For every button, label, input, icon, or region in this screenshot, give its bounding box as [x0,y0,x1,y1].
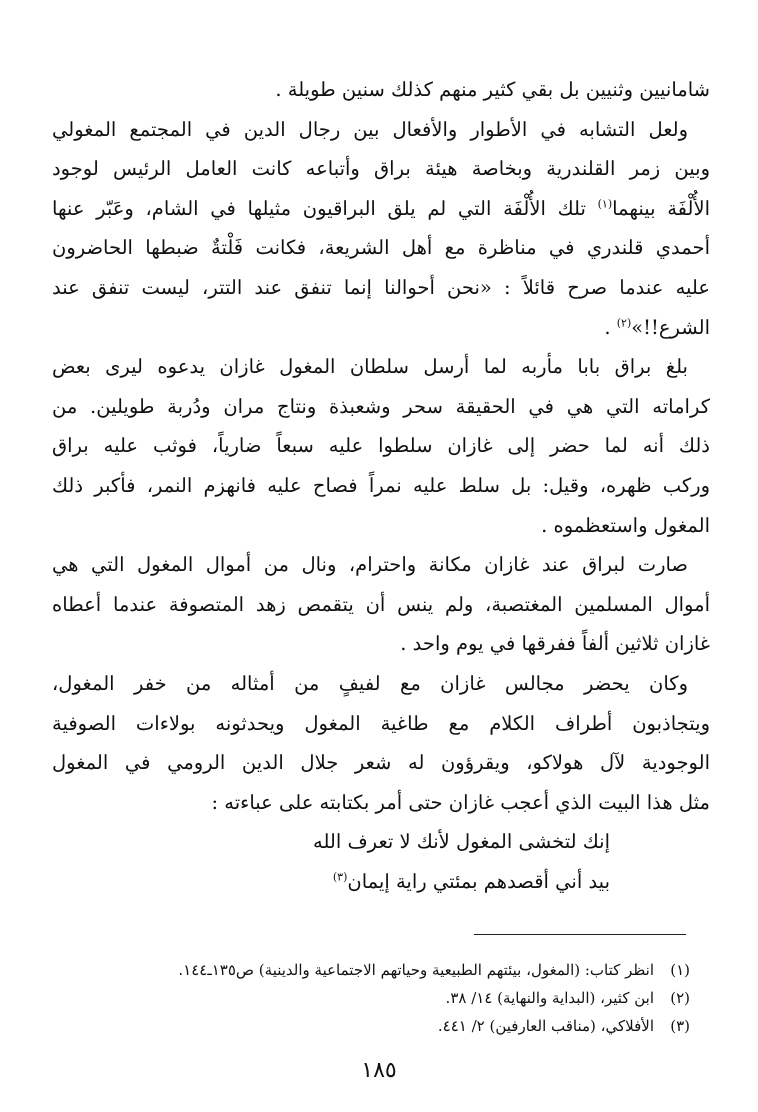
text-line: شامانيين وثنيين بل بقي كثير منهم كذلك سنين طويلة . [275,78,710,101]
text-line: مثل هذا البيت الذي أعجب غازان حتى أمر بكتابته على عباءته : [211,790,710,814]
footnote-number: (٣) [670,1017,690,1035]
text-line: غازان ثلاثين ألفاً ففرقها في يوم واحد . [400,632,710,656]
footnote-ref: (٢) [616,316,632,330]
main-text [52,70,710,901]
footnote-divider [474,934,686,935]
footnote-number: (١) [670,961,690,979]
text-line [52,308,710,348]
text-line: المغول واستعظموه . [541,513,710,537]
text-line: الوجودية لآل هولاكو، ويقرؤون له شعر جلال الدين الرومي في المغول [52,751,710,775]
text-line: ولعل التشابه في الأطوار والأفعال بين رجال الدين في المجتمع المغولي [52,117,688,141]
footnote [60,956,690,984]
text-line [52,189,710,229]
text-fragment: الأُلْفَة بينهما [612,196,710,220]
text-line: أموال المسلمين المغتصبة، ولم ينس أن يتقمص زهد المتصوفة عندما أعطاه [52,592,710,616]
text-fragment: الشرع!!» [631,315,710,339]
text-line: كراماته التي هي في الحقيقة سحر وشعبذة ونتاج مران ودُربة طويلين. من [52,394,710,418]
text-fragment: تلك الأُلْفَة التي لم يلق البراقيون مثيلها في الشام، وعَبّر عنها [52,196,586,220]
page-number: ١٨٥ [361,1058,397,1083]
footnote-ref: (١) [597,197,613,211]
text-fragment: . [604,315,611,339]
text-line: صارت لبراق عند غازان مكانة واحترام، ونال من أموال المغول التي هي [52,553,688,577]
footnote-text: انظر كتاب: (المغول، بيئتهم الطبيعية وحياتهم الاجتماعية والدينية) ص١٣٥ـ١٤٤. [178,961,654,979]
text-line: وركب ظهره، وقيل: بل سلط عليه نمراً فصاح عليه فانهزم النمر، فأكبر ذلك [52,473,710,497]
text-line: بلغ براق بابا مأربه لما أرسل سلطان المغول غازان يدعوه ليرى بعض [52,355,688,379]
footnote-ref: (٣) [332,870,348,884]
footnote-text: الأفلاكي، (مناقب العارفين) ٢/ ٤٤١. [437,1017,654,1035]
footnote-number: (٢) [670,989,690,1007]
footnote-text: ابن كثير، (البداية والنهاية) ١٤/ ٣٨. [445,989,654,1007]
footnote [60,1012,690,1040]
text-line: وكان يحضر مجالس غازان مع لفيفٍ من أمثاله من خفر المغول، [52,671,688,695]
text-line: أحمدي قلندري في مناظرة مع أهل الشريعة، فكانت فَلْتةٌ ضبطها الحاضرون [52,236,710,260]
text-line: ويتجاذبون أطراف الكلام مع طاغية المغول ويحدثونه بولاءات الصوفية [52,711,710,735]
verse-line [52,862,710,902]
footnote [60,984,690,1012]
text-line: عليه عندما صرح قائلاً : «نحن أحوالنا إنما تنفق عند التتر، ليست تنفق عند [52,275,710,299]
text-line: وبين زمر القلندرية وبخاصة هيئة براق وأتباعه كانت العامل الرئيس لوجود [52,157,710,181]
text-fragment: بيد أني أقصدهم بمئتي راية إيمان [347,869,610,893]
footnotes [60,956,690,1040]
text-line: ذلك أنه لما حضر إلى غازان سلطوا عليه سبعاً ضارياً، فوثب عليه براق [52,434,710,458]
verse-line: إنك لتخشى المغول لأنك لا تعرف الله [313,830,610,854]
